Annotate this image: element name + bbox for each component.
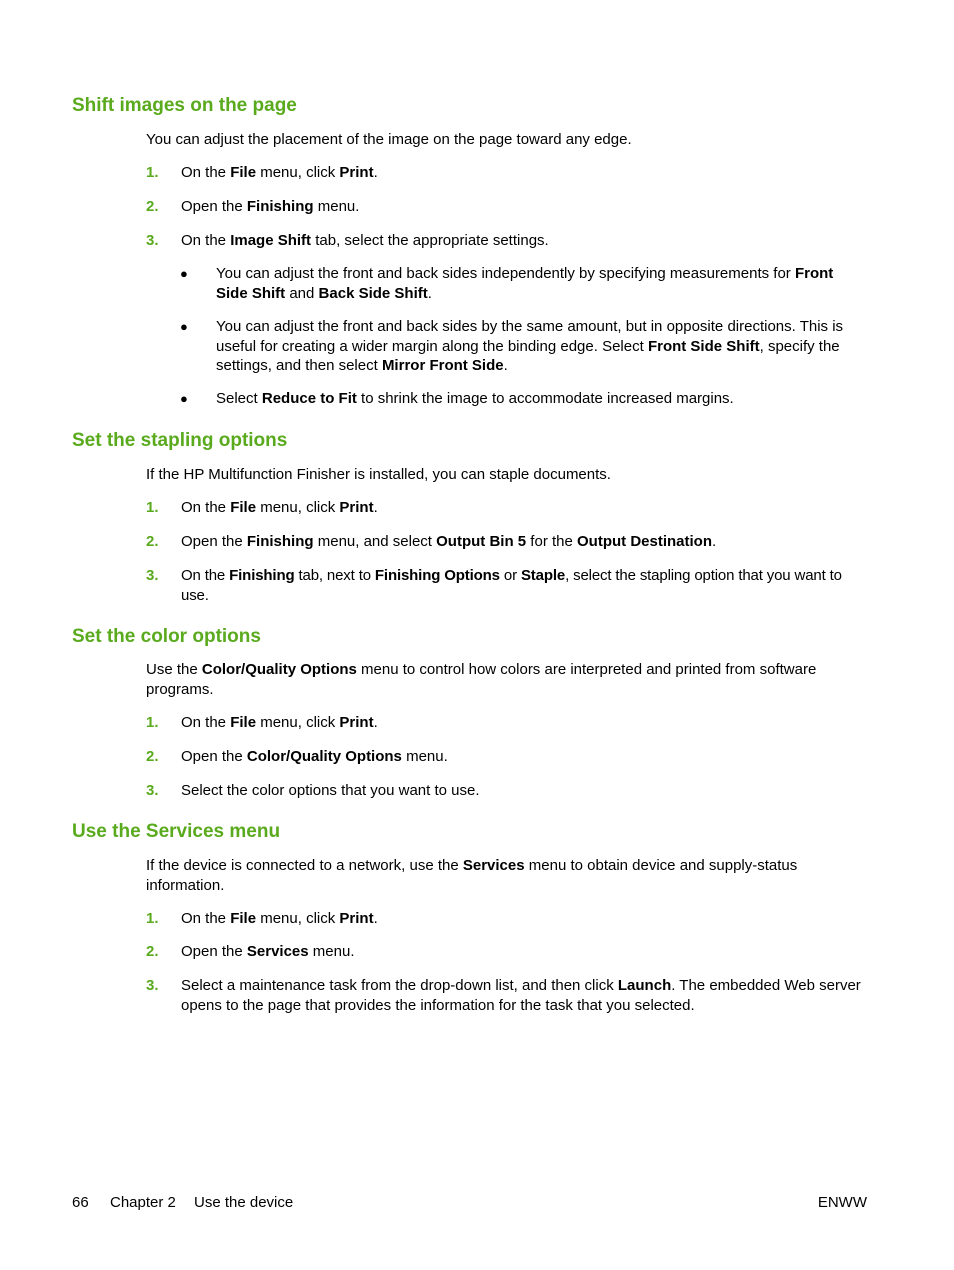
step-number: 2. [146,533,159,550]
step-number: 3. [146,782,159,799]
heading-services-menu: Use the Services menu [72,821,281,842]
step-text: On the File menu, click Print. [181,714,378,731]
step-text: Open the Finishing menu, and select Output Bin 5 for the Output Destination. [181,533,717,550]
step-number: 1. [146,714,159,731]
intro-shift-images: You can adjust the placement of the image on the page toward any edge. [146,131,632,148]
step-number: 3. [146,232,159,249]
step-number: 2. [146,198,159,215]
step-text: Open the Services menu. [181,943,355,960]
footer-chapter: Chapter 2 [110,1194,176,1211]
step-number: 1. [146,910,159,927]
step-number: 2. [146,748,159,765]
bullet-icon: ● [180,319,188,334]
step-number: 3. [146,567,159,584]
bullet-icon: ● [180,391,188,406]
step-text: On the Finishing tab, next to Finishing Options or Staple, select the stapling option that you want to use. [181,567,842,604]
step-number: 1. [146,164,159,181]
heading-shift-images: Shift images on the page [72,95,297,116]
footer-chapter-title: Use the device [194,1194,294,1211]
heading-stapling-options: Set the stapling options [72,430,288,451]
step-text: On the Image Shift tab, select the appropriate settings. [181,232,549,249]
bullet-text: You can adjust the front and back sides independently by specifying measurements for Front Side Shift and Back Side Shift. [216,265,834,302]
bullet-text: Select Reduce to Fit to shrink the image to accommodate increased margins. [216,390,734,407]
intro-services: If the device is connected to a network, use the Services menu to obtain device and supply-status information. [146,857,798,894]
footer-code: ENWW [817,1194,867,1211]
intro-color: Use the Color/Quality Options menu to control how colors are interpreted and printed from software programs. [146,661,817,698]
intro-stapling: If the HP Multifunction Finisher is installed, you can staple documents. [146,466,611,483]
step-text: On the File menu, click Print. [181,910,378,927]
step-text: Select the color options that you want to use. [181,782,480,799]
step-text: Select a maintenance task from the drop-down list, and then click Launch. The embedded Web server opens to the page that provides the information for the task that you selected. [181,977,861,1014]
bullet-icon: ● [180,266,188,281]
bullet-text: You can adjust the front and back sides by the same amount, but in opposite directions. This is useful for creating a wider margin along the binding edge. Select Front Side Shift, specify the settings, and then select Mirror Front Side. [216,318,844,374]
step-text: On the File menu, click Print. [181,499,378,516]
step-text: Open the Finishing menu. [181,198,360,215]
step-number: 1. [146,499,159,516]
step-number: 3. [146,977,159,994]
step-text: Open the Color/Quality Options menu. [181,748,448,765]
step-number: 2. [146,943,159,960]
step-text: On the File menu, click Print. [181,164,378,181]
footer-page-number: 66 [72,1194,89,1211]
heading-color-options: Set the color options [72,626,261,647]
